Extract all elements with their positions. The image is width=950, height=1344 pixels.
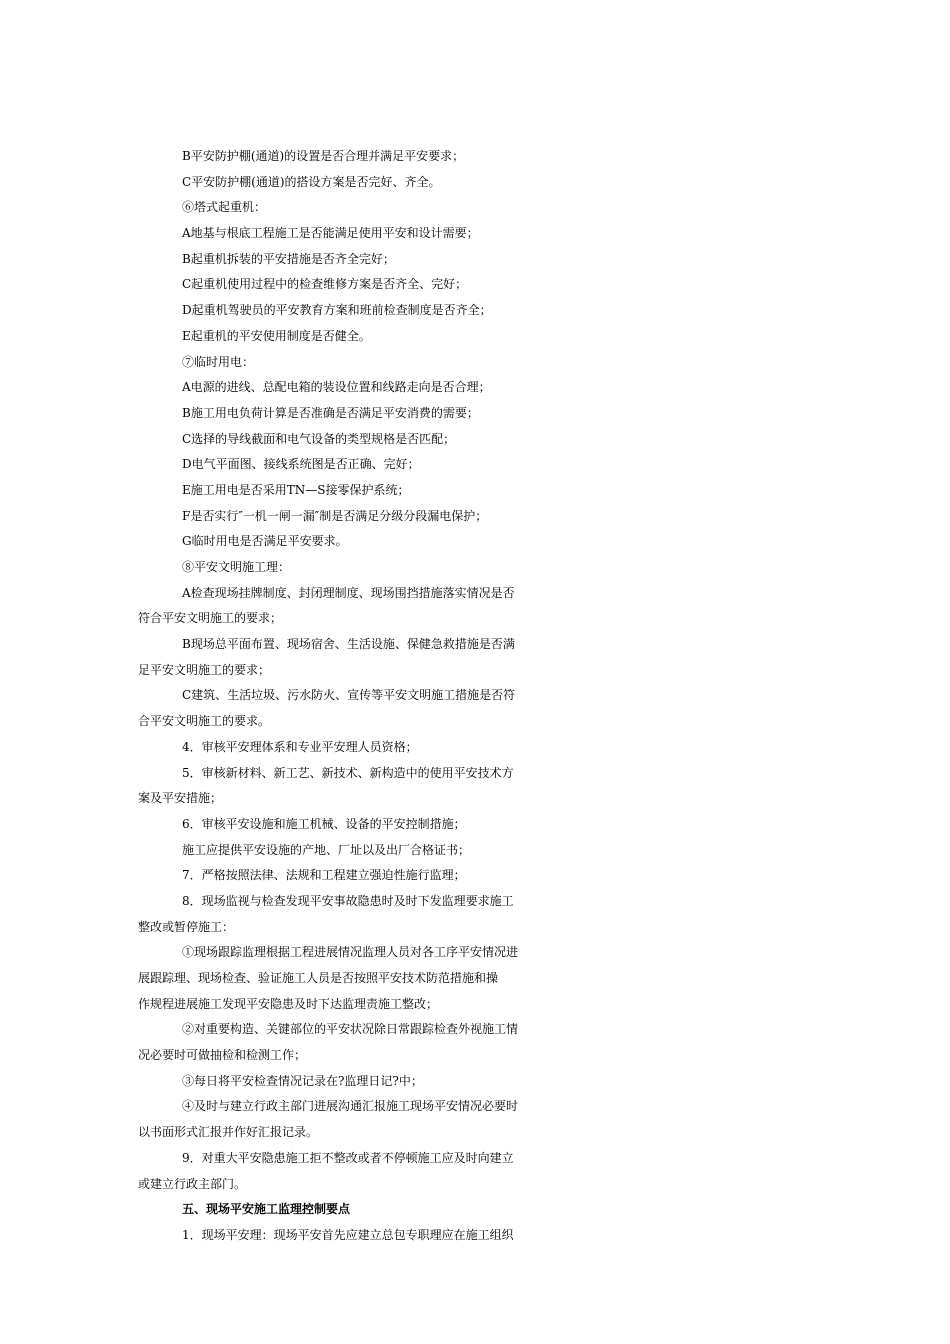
text-line: 足平安文明施工的要求； xyxy=(138,662,271,677)
text-line: D起重机驾驶员的平安教育方案和班前检查制度是否齐全； xyxy=(182,303,492,318)
text-line: B平安防护棚(通道)的设置是否合理并满足平安要求； xyxy=(182,149,465,163)
text-line: A电源的进线、总配电箱的装设位置和线路走向是否合理； xyxy=(182,380,491,395)
text-line: E起重机的平安使用制度是否健全。 xyxy=(182,328,371,343)
text-line: 1．现场平安理：现场平安首先应建立总包专职理应在施工组织 xyxy=(182,1227,514,1242)
text-line: 4．审核平安理体系和专业平安理人员资格； xyxy=(182,739,418,754)
text-line: 展跟踪理、现场检查、验证施工人员是否按照平安技术防范措施和操 xyxy=(138,971,499,985)
text-line: G临时用电是否满足平安要求。 xyxy=(182,534,348,549)
text-line: B现场总平面布置、现场宿舍、生活设施、保健急救措施是否满 xyxy=(182,637,515,652)
text-line: F是否实行″一机一闸一漏″制是否满足分级分段漏电保护； xyxy=(182,508,488,523)
text-line: 作规程进展施工发现平安隐患及时下达监理责施工整改； xyxy=(138,996,439,1011)
text-line: 或建立行政主部门。 xyxy=(138,1176,247,1191)
text-line: ⑧平安文明施工理： xyxy=(182,560,291,574)
text-line: E施工用电是否采用TN—S接零保护系统； xyxy=(182,482,410,497)
text-line: A检查现场挂牌制度、封闭理制度、现场围挡措施落实情况是否 xyxy=(182,585,515,600)
text-line: 9．对重大平安隐患施工拒不整改或者不停顿施工应及时向建立 xyxy=(182,1150,514,1165)
text-line: C选择的导线截面和电气设备的类型规格是否匹配； xyxy=(182,431,456,446)
text-line: C平安防护棚(通道)的搭设方案是否完好、齐全。 xyxy=(182,174,441,189)
text-line: ②对重要构造、关键部位的平安状况除日常跟踪检查外视施工情 xyxy=(182,1022,519,1037)
text-line: C建筑、生活垃圾、污水防火、宣传等平安文明施工措施是否符 xyxy=(182,688,516,703)
text-line: 符合平安文明施工的要求； xyxy=(138,611,283,626)
document-body xyxy=(138,144,818,1249)
text-line: 合平安文明施工的要求。 xyxy=(138,714,271,729)
text-line: 8．现场监视与检查发现平安事故隐患时及时下发监理要求施工 xyxy=(182,893,514,908)
text-line: 以书面形式汇报并作好汇报记录。 xyxy=(138,1125,319,1140)
text-line: B起重机拆装的平安措施是否齐全完好； xyxy=(182,251,395,266)
text-line: C起重机使用过程中的检查维修方案是否齐全、完好； xyxy=(182,277,468,292)
text-line: A地基与根底工程施工是否能满足使用平安和设计需要； xyxy=(182,226,479,241)
text-line: B施工用电负荷计算是否准确是否满足平安消费的需要； xyxy=(182,405,479,420)
text-line: 施工应提供平安设施的产地、厂址以及出厂合格证书； xyxy=(182,842,471,857)
text-line: D电气平面图、接线系统图是否正确、完好； xyxy=(182,457,420,472)
section-heading: 五、现场平安施工监理控制要点 xyxy=(182,1202,351,1217)
text-line: 5．审核新材料、新工艺、新技术、新构造中的使用平安技术方 xyxy=(182,765,514,780)
text-line: ③每日将平安检查情况记录在?监理日记?中； xyxy=(182,1073,423,1088)
text-line: 案及平安措施； xyxy=(138,791,223,806)
text-line: 整改或暂停施工： xyxy=(138,919,235,934)
text-line: ⑦临时用电： xyxy=(182,354,255,369)
text-line: 7．严格按照法律、法规和工程建立强迫性施行监理； xyxy=(182,868,466,883)
text-line: 6．审核平安设施和施工机械、设备的平安控制措施； xyxy=(182,816,466,831)
text-line: 况必要时可做抽检和检测工作； xyxy=(138,1048,307,1063)
text-line: ⑥塔式起重机： xyxy=(182,200,267,215)
text-line: ④及时与建立行政主部门进展沟通汇报施工现场平安情况必要时 xyxy=(182,1099,519,1114)
text-line: ①现场跟踪监理根据工程进展情况监理人员对各工序平安情况进 xyxy=(182,945,519,960)
